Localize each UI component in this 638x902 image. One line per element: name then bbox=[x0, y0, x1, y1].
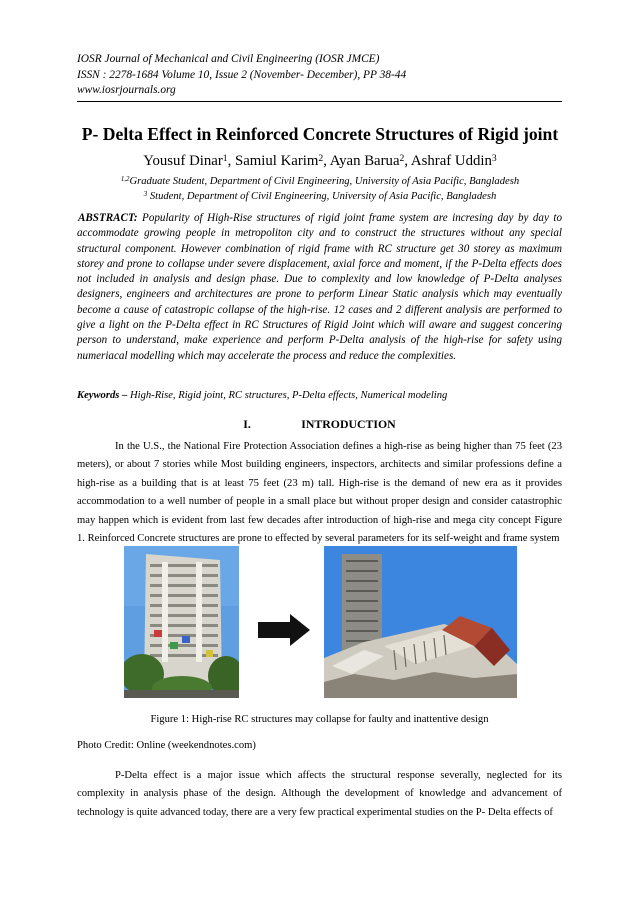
author-affil-mark: 3 bbox=[491, 152, 497, 164]
abstract-text: Popularity of High-Rise structures of rigid joint frame system are incresing day by day to accommodate growing people in metropoliton city and to construct the structures without any special structural component. However combination of rigid frame with RC structure get 30 storey as maximum storey and prone to collapse under severe displacement, axial force and moment, if the P-Delta effects does not included in analysis and design phase. Due to complexity and low knowledge of P-Delta analyses designers, engineers and architectures are prone to perform Linear Static analysis which may eventually become a cause of catastropic collapse of the high-rise. 12 cases and 2 different analysis are performed to give a light on the P-Delta effect in RC Structures of Rigid Joint which will aware and suggest concering person to understand, make experience and perform P-Delta analysis of the high-rise for safety using numeriacal modelling which may accelerate the process and reduce the complexities. bbox=[77, 212, 562, 362]
journal-name: IOSR Journal of Mechanical and Civil Engineering (IOSR JMCE) bbox=[77, 53, 380, 65]
paper-title: P- Delta Effect in Reinforced Concrete Structures of Rigid joint bbox=[81, 124, 559, 144]
abstract-label: ABSTRACT: bbox=[78, 212, 138, 224]
header-rule bbox=[77, 101, 562, 102]
abstract bbox=[77, 211, 562, 364]
author-affil-mark: 2 bbox=[318, 152, 324, 164]
journal-issn: ISSN : 2278-1684 Volume 10, Issue 2 (November- December), PP 38-44 bbox=[77, 68, 407, 81]
author-affil-mark: 1 bbox=[222, 152, 228, 164]
section-title: INTRODUCTION bbox=[301, 417, 396, 431]
keywords-label: Keywords – bbox=[77, 390, 128, 401]
author-name: , Ayan Barua bbox=[323, 153, 400, 169]
author-affil-mark: 2 bbox=[399, 152, 405, 164]
collapse-photo bbox=[324, 546, 517, 698]
affiliation-2 bbox=[70, 191, 570, 202]
collapse-photo-graphic bbox=[324, 546, 517, 698]
affiliation-text: Student, Department of Civil Engineering, University of Asia Pacific, Bangladesh bbox=[147, 191, 497, 202]
author-name: , Ashraf Uddin bbox=[404, 153, 492, 169]
figure-caption: Figure 1: High-rise RC structures may collapse for faulty and inattentive design bbox=[150, 714, 489, 725]
journal-url[interactable]: www.iosrjournals.org bbox=[77, 84, 176, 96]
journal-header bbox=[77, 52, 562, 99]
section-heading bbox=[77, 417, 562, 432]
pdelta-paragraph: P-Delta effect is a major issue which affects the structural response severally, neglected for its complexity in analysis phase of the design. Although the development of knowledge and advancement of technology is quite advanced today, there are a very few practical experimental studies on the P- Delta effects of bbox=[77, 770, 562, 818]
keywords-text: High-Rise, Rigid joint, RC structures, P-Delta effects, Numerical modeling bbox=[127, 390, 448, 401]
author-name: , Samiul Karim bbox=[227, 153, 319, 169]
author-name: Yousuf Dinar bbox=[143, 153, 223, 169]
section-number: I. bbox=[243, 417, 251, 431]
affiliation-mark: 1,2 bbox=[120, 175, 130, 183]
affiliation-mark: 3 bbox=[143, 190, 148, 198]
photo-credit: Photo Credit: Online (weekendnotes.com) bbox=[77, 740, 256, 751]
highrise-photo-graphic bbox=[124, 546, 239, 698]
affiliation-1 bbox=[70, 176, 570, 187]
author-list bbox=[70, 153, 570, 170]
affiliation-text: Graduate Student, Department of Civil Engineering, University of Asia Pacific, Bangladesh bbox=[129, 176, 520, 187]
arrow-right-icon bbox=[258, 614, 310, 646]
intro-paragraph: In the U.S., the National Fire Protection Association defines a high-rise as being higher than 75 feet (23 meters), or about 7 stories while Most building engineers, inspectors, architects and similar professions define a high-rise as a building that is at least 75 feet (23 m) tall. High-rise is the demand of new era as it provides accommodation to a well number of people in a small place but without proper design and consider catastrophic may happen which is evident from last few decades after introduction of high-rise and mega city concept Figure 1. Reinforced Concrete structures are prone to effected by several parameters for its self-weight and frame system bbox=[77, 441, 562, 545]
highrise-photo bbox=[124, 546, 239, 698]
keywords bbox=[77, 390, 562, 401]
